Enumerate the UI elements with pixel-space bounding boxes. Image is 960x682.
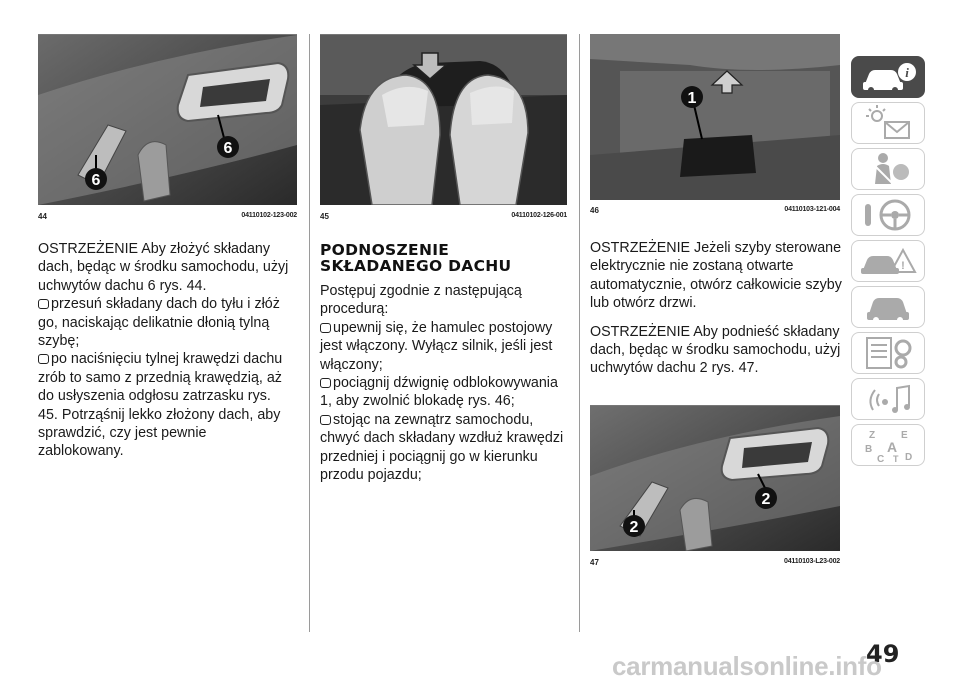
step-2 — [38, 350, 294, 460]
figure-44-caption — [38, 212, 297, 221]
figure-reference: 04110102-126-001 — [511, 212, 567, 219]
bullet-icon — [38, 299, 49, 309]
steering-wheel-icon — [857, 196, 919, 234]
tab-car-info[interactable] — [851, 56, 925, 98]
column-3-text — [590, 239, 845, 378]
step-2-text: po naciśnięciu tylnej krawędzi dachu zrób to samo z przednią krawędzią, aż do usłyszenia odgłosu zatrzasku rys. 45. Potrząśnij lekko złożony dach, aby sprawdzić, czy jest pewnie zablokowany. — [38, 351, 283, 460]
svg-text:6: 6 — [223, 140, 233, 157]
figure-number: 45 — [320, 212, 329, 221]
heading-line-1: PODNOSZENIE — [320, 241, 450, 259]
figure-47-illustration — [590, 406, 840, 551]
bullet-icon — [320, 415, 331, 425]
svg-text:i: i — [905, 65, 909, 80]
svg-text:!: ! — [901, 260, 905, 272]
figure-47-caption — [590, 558, 840, 567]
step-3 — [320, 411, 570, 485]
svg-text:B: B — [865, 444, 873, 455]
svg-text:A: A — [887, 439, 898, 455]
callout-6-right — [217, 136, 239, 158]
figure-number: 47 — [590, 558, 599, 567]
step-1-text: upewnij się, że hamulec postojowy jest włączony. Wyłącz silnik, jeśli jest włączony; — [320, 319, 553, 373]
figure-47-photo — [590, 405, 840, 551]
figure-number: 46 — [590, 206, 599, 215]
procedure-intro: Postępuj zgodnie z następującą procedurą: — [320, 283, 522, 318]
figure-reference: 04110103-121-004 — [784, 206, 840, 213]
emergency-icon — [857, 242, 919, 280]
svg-text:2: 2 — [629, 519, 639, 536]
callout-2-right — [755, 487, 777, 509]
svg-text:2: 2 — [761, 491, 771, 508]
warning-paragraph: OSTRZEŻENIE Aby złożyć składany dach, będąc w środku samochodu, użyj uchwytów dachu 6 rys. 44. — [38, 241, 289, 294]
multimedia-icon — [857, 380, 919, 418]
tab-warning-lights[interactable] — [851, 102, 925, 144]
warning-paragraph-1: OSTRZEŻENIE Jeżeli szyby sterowane elektrycznie nie zostaną otwarte automatycznie, otwórz całkowicie szyby lub otwórz drzwi. — [590, 240, 842, 312]
figure-46-photo — [590, 34, 840, 200]
step-1 — [320, 319, 570, 374]
figure-46-illustration — [590, 35, 840, 200]
svg-text:1: 1 — [687, 90, 697, 107]
figure-number: 44 — [38, 212, 47, 221]
car-maintenance-icon — [857, 288, 919, 326]
figure-45-photo — [320, 34, 567, 205]
figure-45-illustration — [320, 35, 567, 205]
bullet-icon — [38, 354, 49, 364]
tab-index[interactable] — [851, 424, 925, 466]
watermark: carmanualsonline.info — [612, 651, 882, 681]
technical-data-icon — [857, 334, 919, 372]
airbag-safety-icon — [857, 150, 919, 188]
svg-text:C: C — [877, 454, 885, 464]
warning-paragraph-2: OSTRZEŻENIE Aby podnieść składany dach, będąc w środku samochodu, użyj uchwytów dachu 2 rys. 47. — [590, 323, 841, 377]
step-3-text: stojąc na zewnątrz samochodu, chwyć dach składany wzdłuż krawędzi przedniej i pociągnij go w kierunku przodu pojazdu; — [320, 411, 564, 484]
step-1-text: przesuń składany dach do tyłu i złóż go, naciskając delikatnie dłonią tylną szybę; — [38, 296, 280, 350]
svg-text:Z: Z — [869, 430, 876, 441]
figure-46-caption — [590, 206, 840, 215]
svg-text:6: 6 — [91, 172, 101, 189]
figure-44-illustration — [38, 35, 297, 205]
heading-line-2: SKŁADANEGO DACHU — [320, 257, 512, 275]
figure-44-photo — [38, 34, 297, 205]
section-heading — [320, 242, 570, 274]
column-1-text — [38, 240, 294, 461]
tab-maintenance[interactable] — [851, 286, 925, 328]
figure-reference: 04110103-L23-002 — [784, 558, 840, 565]
index-icon — [857, 426, 919, 464]
column-divider-1 — [309, 34, 310, 632]
svg-text:D: D — [905, 452, 913, 463]
bullet-icon — [320, 378, 331, 388]
column-divider-2 — [579, 34, 580, 632]
figure-reference: 04110102-123-002 — [241, 212, 297, 219]
step-2 — [320, 374, 570, 411]
svg-text:E: E — [901, 430, 908, 441]
page-number: 49 — [866, 640, 900, 668]
tab-technical-data[interactable] — [851, 332, 925, 374]
warning-lights-icon — [857, 104, 919, 142]
tab-safety[interactable] — [851, 148, 925, 190]
svg-text:T: T — [893, 454, 899, 464]
step-1 — [38, 295, 294, 350]
callout-2-left — [623, 515, 645, 537]
callout-6-left — [85, 168, 107, 190]
tab-multimedia[interactable] — [851, 378, 925, 420]
tab-emergency[interactable] — [851, 240, 925, 282]
step-2-text: pociągnij dźwignię odblokowywania 1, aby zwolnić blokadę rys. 46; — [320, 375, 558, 410]
figure-45-caption — [320, 212, 567, 221]
column-2-text — [320, 282, 570, 484]
bullet-icon — [320, 323, 331, 333]
callout-1 — [681, 86, 703, 108]
car-info-icon — [857, 58, 919, 96]
tab-driving[interactable] — [851, 194, 925, 236]
